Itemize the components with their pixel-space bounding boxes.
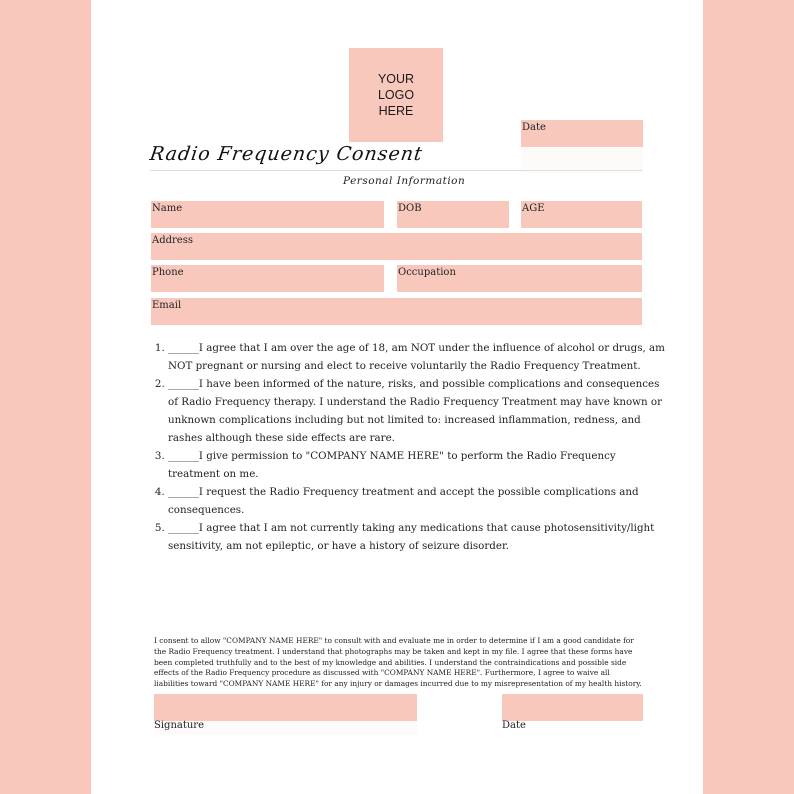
clause-item: 2. ______I have been informed of the nature, risks, and possible complications and consequences of Radio Frequency therapy. I understand the Radio Frequency Treatment may have known or unknown complications including but not limited to: increased inflammation, redness, and rashes although these side effects are rare. — [168, 375, 668, 447]
dob-field[interactable] — [397, 201, 509, 228]
consent-clauses — [146, 339, 668, 555]
logo-placeholder — [349, 48, 443, 142]
dob-label: DOB — [398, 203, 422, 214]
consent-paragraph: I consent to allow "COMPANY NAME HERE" to consult with and evaluate me in order to determine if I am a good candidate for the Radio Frequency treatment. I understand that photographs may be taken and kept in my file. I agree that these forms have been completed truthfully and to the best of my knowledge and abilities. I understand the contraindications and possible side effects of the Radio Frequency procedure as discussed with "COMPANY NAME HERE". Furthermore, I agree to waive all liabilities toward "COMPANY NAME HERE" for any injury or damages incurred due to my misrepresentation of my health history. — [154, 636, 642, 689]
clause-item: 3. ______I give permission to "COMPANY NAME HERE" to perform the Radio Frequency treatment on me. — [168, 447, 668, 483]
logo-line-1: YOUR — [377, 72, 415, 86]
email-field[interactable] — [151, 298, 642, 325]
header-date-field[interactable] — [521, 120, 643, 147]
phone-label: Phone — [152, 267, 184, 278]
signature-label: Signature — [154, 720, 205, 731]
header-date-label: Date — [522, 122, 546, 133]
name-label: Name — [152, 203, 183, 214]
signature-field[interactable] — [154, 694, 417, 721]
occupation-field[interactable] — [397, 265, 642, 292]
clause-item: 4. ______I request the Radio Frequency treatment and accept the possible complications and consequences. — [168, 483, 668, 519]
address-label: Address — [152, 235, 193, 246]
logo-text — [361, 71, 431, 119]
email-label: Email — [152, 300, 182, 311]
age-field[interactable] — [521, 201, 642, 228]
logo-line-2: LOGO — [377, 88, 415, 102]
clause-item: 5. ______I agree that I am not currently taking any medications that cause photosensitivity/light sensitivity, am not epileptic, or have a history of seizure disorder. — [168, 519, 668, 555]
form-title: Radio Frequency Consent — [148, 143, 425, 165]
logo-line-3: HERE — [378, 104, 414, 118]
phone-field[interactable] — [151, 265, 384, 292]
clause-item: 1. ______I agree that I am over the age of 18, am NOT under the influence of alcohol or drugs, am NOT pregnant or nursing and elect to receive voluntarily the Radio Frequency Treatment. — [168, 339, 668, 375]
name-field[interactable] — [151, 201, 384, 228]
section-subtitle: Personal Information — [343, 175, 466, 187]
signature-date-label: Date — [502, 720, 526, 731]
age-label: AGE — [522, 203, 545, 214]
signature-date-field[interactable] — [502, 694, 643, 721]
address-field[interactable] — [151, 233, 642, 260]
title-divider — [150, 170, 642, 171]
occupation-label: Occupation — [398, 267, 456, 278]
